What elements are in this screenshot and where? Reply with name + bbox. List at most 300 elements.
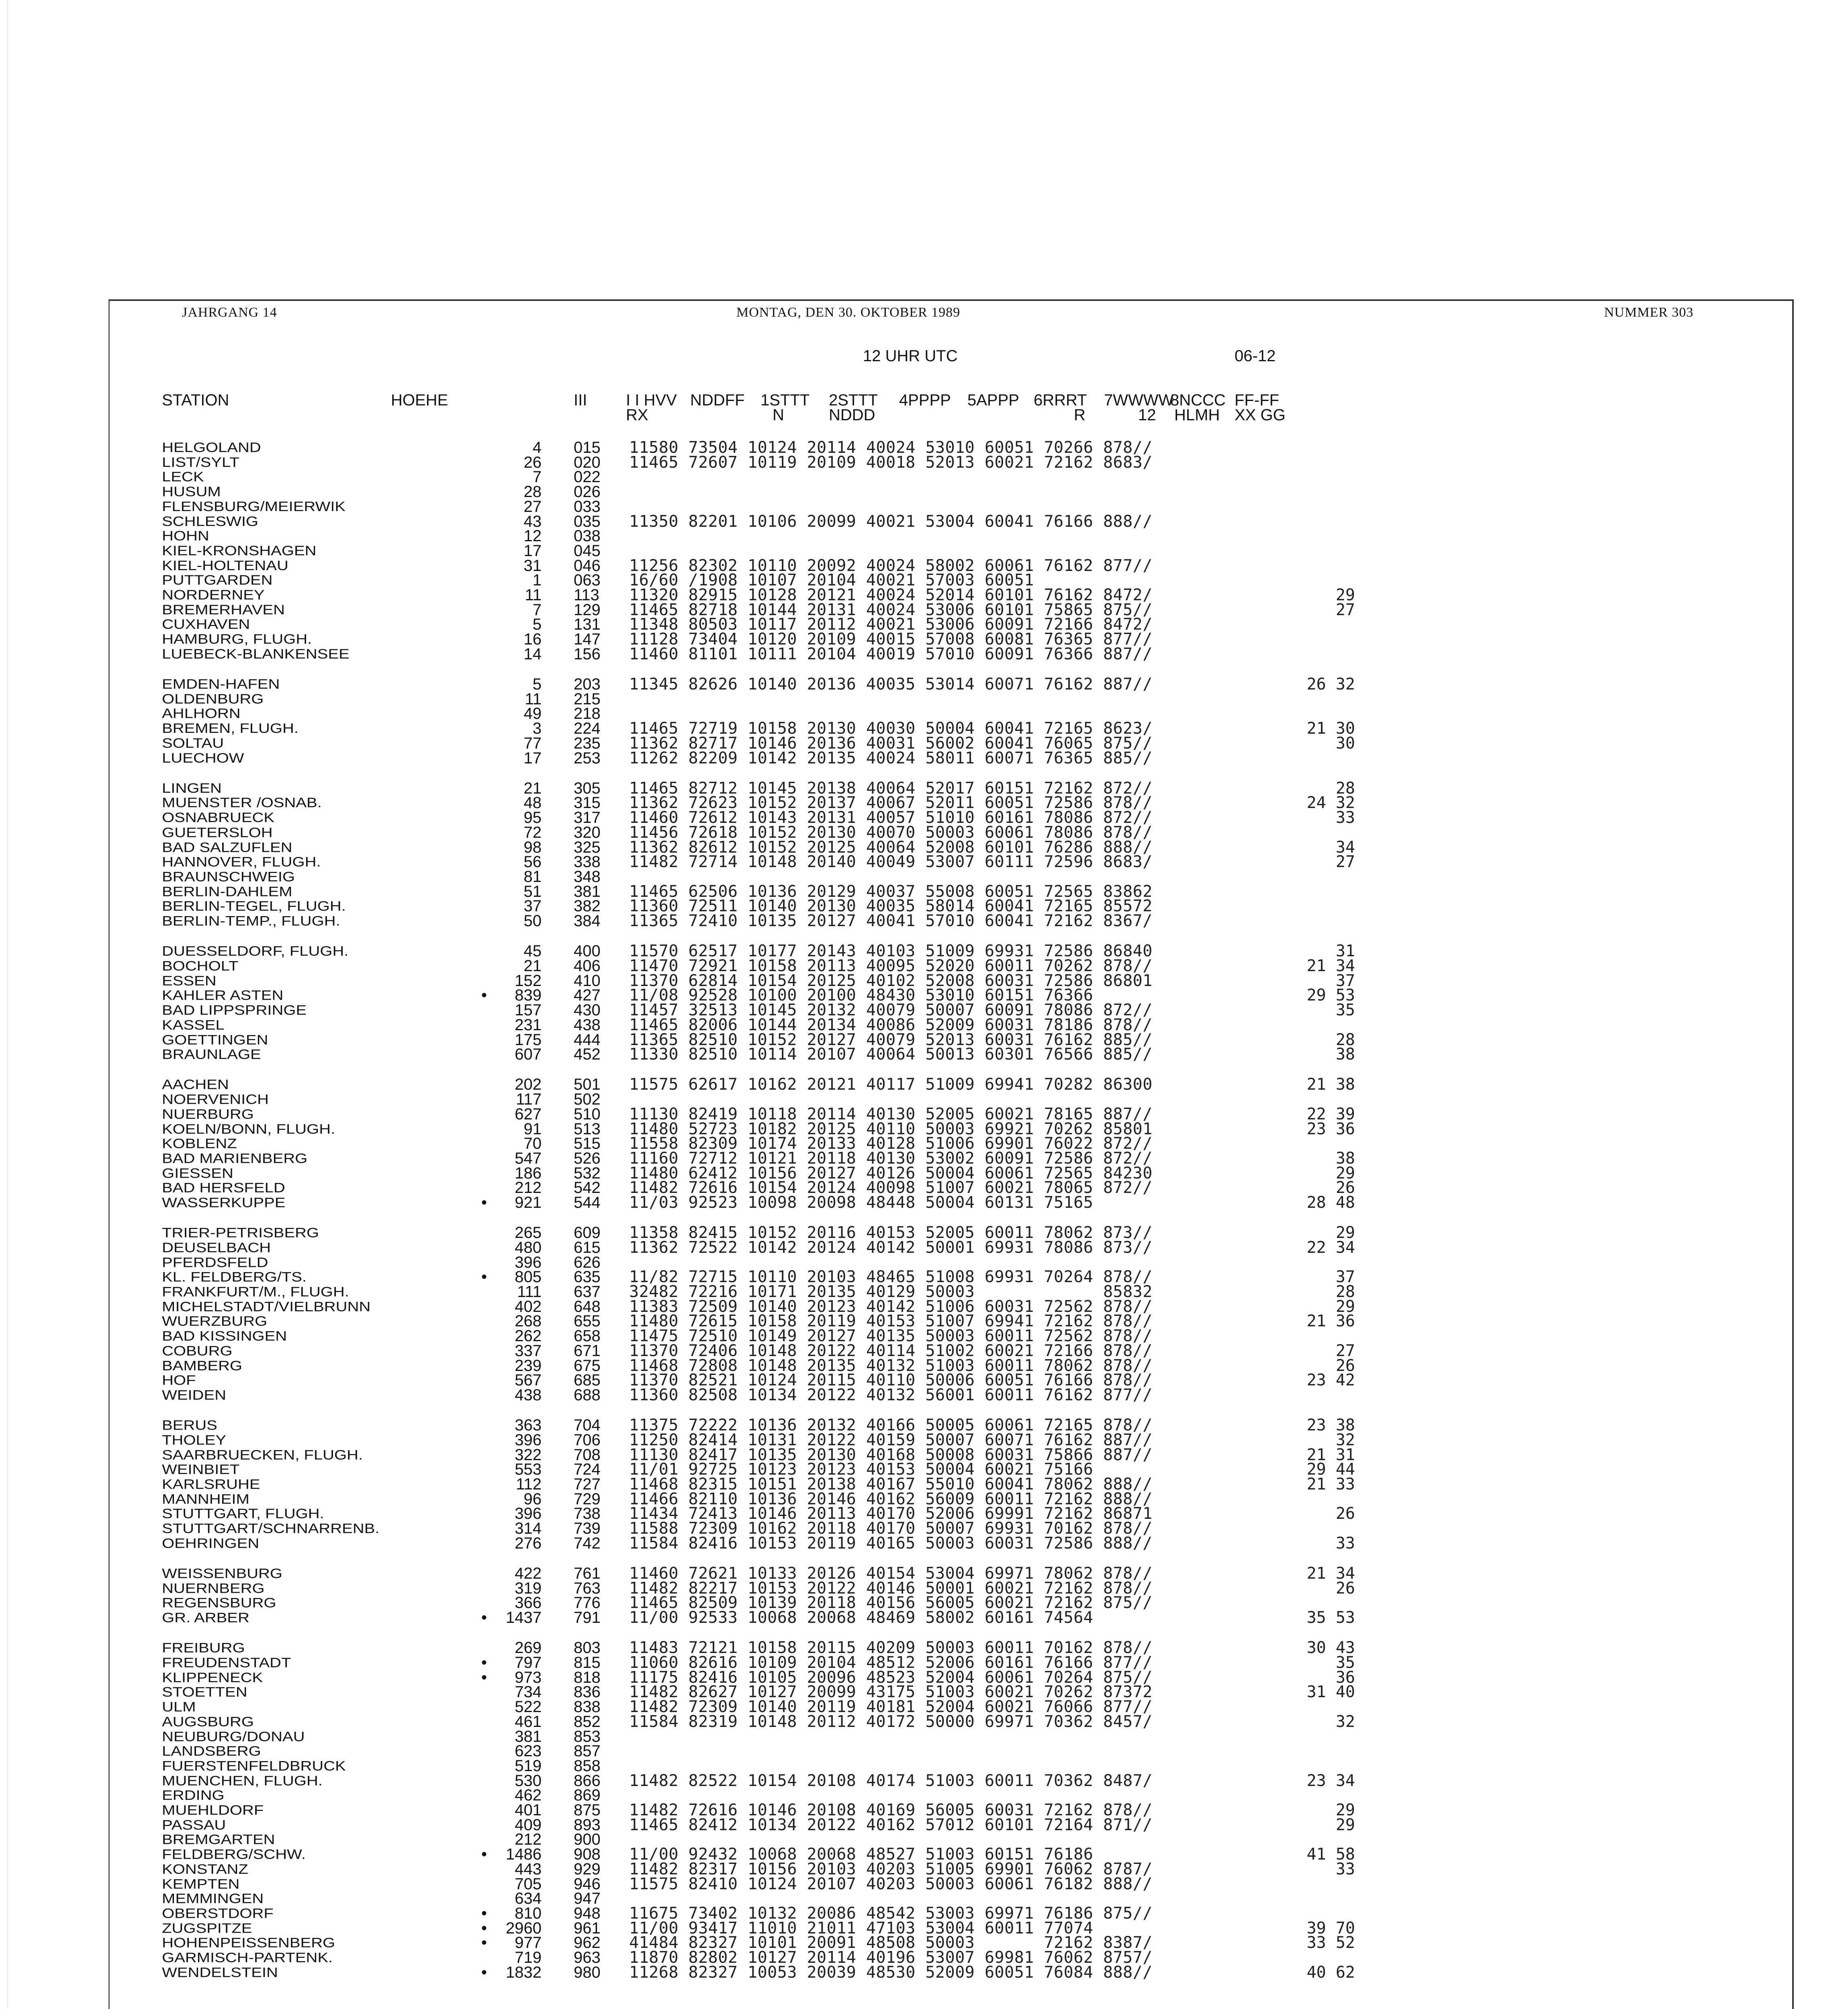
gust-values: 40 62 <box>1306 1963 1355 1982</box>
gust-values: 26 <box>1335 1504 1355 1523</box>
synop-groups: 11468 72808 10148 20135 40132 51003 60011 78062 878// <box>629 1356 1153 1375</box>
station-height: 409 <box>515 1816 542 1834</box>
station-name: BAD HERSFELD <box>162 1180 285 1196</box>
station-index: 727 <box>574 1475 601 1493</box>
synop-groups: 11465 82006 10144 20134 40086 52009 60031 78186 878// <box>629 1015 1153 1034</box>
station-name: BERLIN-DAHLEM <box>162 884 292 899</box>
col-group8-sub: 12 <box>1138 406 1156 424</box>
gust-values: 34 <box>1335 838 1355 857</box>
station-index: 635 <box>574 1268 601 1286</box>
station-index: 685 <box>574 1371 601 1389</box>
station-index: 704 <box>574 1416 601 1434</box>
synop-groups: 11370 82521 10124 20115 40110 50006 60051 76166 878// <box>629 1371 1153 1390</box>
station-index: 410 <box>574 972 601 990</box>
gust-values: 28 48 <box>1306 1193 1355 1212</box>
station-index: 729 <box>574 1490 601 1508</box>
mountain-station-marker: • <box>481 1919 487 1937</box>
synop-groups: 11468 82315 10151 20138 40167 55010 60041 78062 888// <box>629 1475 1153 1493</box>
station-height: 77 <box>523 734 542 752</box>
synop-groups: 11348 80503 10117 20112 40021 53006 60091 72166 8472/ <box>629 615 1153 634</box>
station-height: 607 <box>515 1045 542 1064</box>
station-height: 152 <box>515 972 542 990</box>
station-index: 857 <box>574 1742 601 1760</box>
synop-groups: 11362 82612 10152 20125 40064 52008 60101 76286 888// <box>629 838 1153 857</box>
station-height: 921 <box>515 1194 542 1212</box>
station-name: MEMMINGEN <box>162 1891 264 1907</box>
station-name: ULM <box>162 1699 196 1715</box>
station-name: LINGEN <box>162 780 222 796</box>
station-name: WEIDEN <box>162 1387 226 1403</box>
synop-groups: 11/00 93417 11010 21011 47103 53004 60011 77074 <box>629 1919 1094 1937</box>
station-height: 95 <box>523 809 542 827</box>
station-index: 853 <box>574 1727 601 1745</box>
station-index: 962 <box>574 1934 601 1952</box>
gust-values: 23 38 <box>1306 1416 1355 1435</box>
station-height: 21 <box>523 957 542 975</box>
station-index: 224 <box>574 720 601 738</box>
station-name: BAD MARIENBERG <box>162 1151 308 1166</box>
synop-groups: 11456 72618 10152 20130 40070 50003 60061 78086 878// <box>629 823 1153 842</box>
synop-groups: 11375 72222 10136 20132 40166 50005 60061 72165 878// <box>629 1416 1153 1435</box>
station-height: 401 <box>515 1801 542 1819</box>
col-hoehe: HOEHE <box>391 391 448 409</box>
synop-groups: 11465 62506 10136 20129 40037 55008 60051 72565 83862 <box>629 882 1153 901</box>
station-index: 348 <box>574 867 601 886</box>
station-name: MANNHEIM <box>162 1491 249 1507</box>
station-height: 705 <box>515 1875 542 1893</box>
station-name: HOHENPEISSENBERG <box>162 1935 335 1951</box>
gust-values: 21 30 <box>1306 719 1355 738</box>
station-height: 553 <box>515 1461 542 1479</box>
synop-groups: 11/82 72715 10110 20103 48465 51008 69931 70264 878// <box>629 1268 1153 1287</box>
station-name: OLDENBURG <box>162 691 264 707</box>
station-height: 381 <box>515 1727 542 1745</box>
station-height: 72 <box>523 823 542 841</box>
synop-groups: 11060 82616 10109 20104 48512 52006 60161 76166 877// <box>629 1653 1153 1672</box>
station-name: GUETERSLOH <box>162 825 273 840</box>
station-height: 262 <box>515 1327 542 1345</box>
col-group7: 6RRRT <box>1034 391 1087 409</box>
station-index: 515 <box>574 1135 601 1153</box>
station-height: 5 <box>532 616 542 634</box>
station-index: 382 <box>574 897 601 915</box>
station-height: 977 <box>515 1934 542 1952</box>
station-name: GOETTINGEN <box>162 1032 268 1047</box>
station-index: 305 <box>574 779 601 797</box>
mountain-station-marker: • <box>481 986 487 1004</box>
station-index: 908 <box>574 1845 601 1864</box>
synop-groups: 11480 72615 10158 20119 40153 51007 69941 72162 878// <box>629 1312 1153 1331</box>
synop-groups: 11362 72623 10152 20137 40067 52011 60051 72586 878// <box>629 794 1153 812</box>
station-height: 56 <box>523 853 542 871</box>
col-group9-sub: HLMH <box>1174 406 1220 424</box>
station-name: MUENSTER /OSNAB. <box>162 795 322 811</box>
station-index: 384 <box>574 912 601 930</box>
station-name: SAARBRUECKEN, FLUGH. <box>162 1447 363 1463</box>
synop-groups: 11128 73404 10120 20109 40015 57008 60081 76365 877// <box>629 630 1153 649</box>
mountain-station-marker: • <box>481 1845 487 1864</box>
station-index: 129 <box>574 601 601 619</box>
station-name: ESSEN <box>162 973 217 988</box>
gust-values: 29 <box>1335 586 1355 604</box>
station-height: 2960 <box>506 1919 542 1937</box>
station-name: EMDEN-HAFEN <box>162 677 280 692</box>
synop-groups: 11465 72719 10158 20130 40030 50004 60041 72165 8623/ <box>629 719 1153 738</box>
station-name: LECK <box>162 469 204 485</box>
gust-values: 29 44 <box>1306 1460 1355 1479</box>
synop-groups: 11350 82201 10106 20099 40021 53004 60041 76166 888// <box>629 512 1153 531</box>
station-name: WENDELSTEIN <box>162 1964 278 1980</box>
station-name: AHLHORN <box>162 706 241 722</box>
synop-groups: 11870 82802 10127 20114 40196 53007 69981 76062 8757/ <box>629 1948 1153 1967</box>
gust-values: 41 58 <box>1306 1845 1355 1864</box>
synop-groups: 11345 82626 10140 20136 40035 53014 60071 76162 887// <box>629 675 1153 694</box>
station-height: 7 <box>532 601 542 619</box>
synop-groups: 11360 82508 10134 20122 40132 56001 60011 76162 877// <box>629 1385 1153 1404</box>
station-index: 038 <box>574 527 601 545</box>
gust-values: 21 33 <box>1306 1475 1355 1493</box>
mountain-station-marker: • <box>481 1934 487 1952</box>
station-name: THOLEY <box>162 1432 227 1448</box>
station-index: 218 <box>574 705 601 723</box>
station-name: HANNOVER, FLUGH. <box>162 854 321 870</box>
station-height: 973 <box>515 1668 542 1686</box>
col-iii: III <box>574 391 587 409</box>
station-name: BOCHOLT <box>162 958 239 974</box>
station-name: COBURG <box>162 1343 233 1358</box>
station-name: CUXHAVEN <box>162 617 250 632</box>
station-index: 438 <box>574 1016 601 1034</box>
gust-values: 30 43 <box>1306 1639 1355 1657</box>
station-index: 763 <box>574 1579 601 1597</box>
station-height: 81 <box>523 867 542 886</box>
gust-values: 35 <box>1335 1001 1355 1020</box>
station-name: STOETTEN <box>162 1684 247 1700</box>
synop-groups: 11320 82915 10128 20121 40024 52014 60101 76162 8472/ <box>629 586 1153 604</box>
station-name: BERLIN-TEGEL, FLUGH. <box>162 898 346 914</box>
station-index: 131 <box>574 616 601 634</box>
station-height: 5 <box>532 675 542 694</box>
col-group3: 1STTT <box>760 391 810 409</box>
station-name: BERUS <box>162 1418 217 1433</box>
station-index: 156 <box>574 645 601 663</box>
mountain-station-marker: • <box>481 1904 487 1922</box>
synop-groups: 11457 32513 10145 20132 40079 50007 60091 78086 872// <box>629 1001 1153 1020</box>
station-name: DEUSELBACH <box>162 1240 271 1255</box>
gust-values: 39 70 <box>1306 1919 1355 1937</box>
station-height: 1486 <box>506 1845 542 1864</box>
station-name: WASSERKUPPE <box>162 1195 286 1211</box>
station-index: 946 <box>574 1875 601 1893</box>
mountain-station-marker: • <box>481 1268 487 1286</box>
synop-groups: 11175 82416 10105 20096 48523 52004 60061 70264 875// <box>629 1668 1153 1687</box>
station-name: ERDING <box>162 1788 225 1803</box>
synop-groups: 11482 72616 10146 20108 40169 56005 60031 72162 878// <box>629 1801 1153 1820</box>
station-name: KL. FELDBERG/TS. <box>162 1269 307 1285</box>
station-index: 430 <box>574 1001 601 1019</box>
synop-groups: 11434 72413 10146 20113 40170 52006 69991 72162 86871 <box>629 1504 1153 1523</box>
station-height: 12 <box>523 527 542 545</box>
gust-values: 22 34 <box>1306 1238 1355 1257</box>
station-index: 452 <box>574 1045 601 1064</box>
station-index: 513 <box>574 1120 601 1138</box>
station-index: 671 <box>574 1342 601 1360</box>
station-name: PFERDSFELD <box>162 1254 268 1270</box>
station-name: LIST/SYLT <box>162 454 239 470</box>
synop-groups: 11580 73504 10124 20114 40024 53010 60051 70266 878// <box>629 438 1153 457</box>
station-height: 112 <box>516 1475 542 1493</box>
station-name: LUEBECK-BLANKENSEE <box>162 646 350 662</box>
station-name: KIEL-HOLTENAU <box>162 558 288 573</box>
station-name: LANDSBERG <box>162 1743 261 1759</box>
station-index: 815 <box>574 1654 601 1672</box>
station-index: 948 <box>574 1904 601 1922</box>
synop-groups: 11482 82317 10156 20103 40203 51005 69901 76062 8787/ <box>629 1860 1153 1878</box>
station-name: STUTTGART, FLUGH. <box>162 1506 324 1522</box>
station-height: 11 <box>525 586 542 604</box>
synop-groups: 11268 82327 10053 20039 48530 52009 60051 76084 888// <box>629 1963 1153 1982</box>
synop-groups: 11480 62412 10156 20127 40126 50004 60061 72565 84230 <box>629 1164 1153 1182</box>
station-height: 547 <box>515 1149 542 1167</box>
station-height: 319 <box>515 1579 542 1597</box>
synop-groups: 11483 72121 10158 20115 40209 50003 60011 70162 878// <box>629 1639 1153 1657</box>
station-height: 202 <box>515 1076 542 1094</box>
station-index: 963 <box>574 1949 601 1967</box>
gust-values: 36 <box>1335 1668 1355 1687</box>
station-name: WEINBIET <box>162 1462 240 1477</box>
station-name: BAD KISSINGEN <box>162 1328 287 1344</box>
synop-groups: 11/00 92533 10068 20068 48469 58002 60161 74564 <box>629 1608 1094 1627</box>
station-index: 015 <box>574 439 601 456</box>
station-height: 31 <box>523 556 542 575</box>
station-index: 020 <box>574 453 601 471</box>
gust-values: 35 <box>1335 1653 1355 1672</box>
station-index: 317 <box>574 809 601 827</box>
station-index: 502 <box>574 1090 601 1109</box>
station-height: 443 <box>515 1860 542 1878</box>
col-gg: XX GG <box>1235 406 1286 424</box>
station-name: BREMERHAVEN <box>162 602 285 618</box>
station-height: 805 <box>515 1268 542 1286</box>
station-height: 530 <box>515 1772 542 1790</box>
station-name: KIEL-KRONSHAGEN <box>162 543 317 559</box>
station-index: 510 <box>574 1105 601 1123</box>
synop-groups: 11482 82217 10153 20122 40146 50001 60021 72162 878// <box>629 1579 1153 1598</box>
station-height: 269 <box>515 1639 542 1657</box>
station-index: 869 <box>574 1786 601 1804</box>
station-index: 852 <box>574 1712 601 1731</box>
station-height: 276 <box>515 1534 542 1552</box>
station-height: 402 <box>515 1297 542 1315</box>
station-height: 11 <box>525 690 542 708</box>
station-height: 4 <box>532 439 542 456</box>
issue-number: NUMMER 303 <box>1604 305 1694 320</box>
station-name: BREMGARTEN <box>162 1832 275 1847</box>
station-name: KARLSRUHE <box>162 1477 260 1492</box>
station-index: 893 <box>574 1816 601 1834</box>
station-index: 147 <box>574 630 601 649</box>
station-height: 366 <box>515 1594 542 1612</box>
synop-groups: 11/08 92528 10100 20100 48430 53010 60151 76366 <box>629 986 1094 1005</box>
station-height: 16 <box>523 630 542 649</box>
mountain-station-marker: • <box>481 1654 487 1672</box>
station-name: HAMBURG, FLUGH. <box>162 632 312 647</box>
col-group9: 8NCCC <box>1170 391 1226 409</box>
station-name: FREUDENSTADT <box>162 1655 291 1671</box>
gust-values: 30 <box>1335 734 1355 753</box>
station-name: MUENCHEN, FLUGH. <box>162 1773 323 1788</box>
synop-groups: 11558 82309 10174 20133 40128 51006 69901 76022 872// <box>629 1134 1153 1153</box>
col-ff: FF-FF <box>1235 391 1280 409</box>
col-group8: 7WWWW <box>1104 391 1174 409</box>
synop-groups: 11358 82415 10152 20116 40153 52005 60011 78062 873// <box>629 1223 1153 1242</box>
station-height: 98 <box>523 838 542 856</box>
station-index: 761 <box>574 1565 601 1583</box>
station-height: 14 <box>523 645 542 663</box>
col-group6: 5APPP <box>967 391 1019 409</box>
gust-values: 29 <box>1335 1801 1355 1820</box>
station-index: 045 <box>574 542 601 560</box>
synop-groups: 11362 82717 10146 20136 40031 56002 60041 76065 875// <box>629 734 1153 753</box>
synop-groups: 16/60 /1908 10107 20104 40021 57003 60051 <box>629 571 1034 590</box>
station-index: 113 <box>574 586 599 604</box>
station-index: 022 <box>574 468 601 486</box>
gust-values: 38 <box>1335 1045 1355 1064</box>
synop-groups: 11370 62814 10154 20125 40102 52008 60031 72586 86801 <box>629 971 1153 990</box>
station-height: 480 <box>515 1238 542 1256</box>
station-height: 26 <box>523 453 542 471</box>
station-name: NOERVENICH <box>162 1092 269 1107</box>
gust-values: 27 <box>1335 600 1355 619</box>
synop-groups: 11130 82417 10135 20130 40168 50008 60031 75866 887// <box>629 1445 1153 1464</box>
station-index: 675 <box>574 1356 601 1375</box>
station-index: 046 <box>574 556 601 575</box>
gust-values: 32 <box>1335 1712 1355 1731</box>
station-name: GR. ARBER <box>162 1610 249 1626</box>
station-index: 253 <box>574 749 601 767</box>
station-index: 203 <box>574 675 601 694</box>
station-index: 637 <box>574 1283 601 1301</box>
gust-values: 35 53 <box>1306 1608 1355 1627</box>
synop-groups: 11482 72309 10140 20119 40181 52004 60021 76066 877// <box>629 1698 1153 1716</box>
station-name: OBERSTDORF <box>162 1906 274 1921</box>
station-name: FELDBERG/SCHW. <box>162 1847 306 1862</box>
station-name: BERLIN-TEMP., FLUGH. <box>162 913 340 929</box>
station-name: HOF <box>162 1373 196 1388</box>
station-index: 836 <box>574 1683 601 1701</box>
station-index: 544 <box>574 1194 601 1212</box>
station-index: 980 <box>574 1963 601 1981</box>
synop-groups: 11330 82510 10114 20107 40064 50013 60301 76566 885// <box>629 1045 1153 1064</box>
station-index: 406 <box>574 957 601 975</box>
station-name: WEISSENBURG <box>162 1566 283 1581</box>
gust-values: 21 34 <box>1306 1564 1355 1583</box>
station-name: FREIBURG <box>162 1640 245 1656</box>
synop-groups: 11383 72509 10140 20123 40142 51006 60031 72562 878// <box>629 1297 1153 1316</box>
mountain-station-marker: • <box>481 1668 487 1686</box>
station-height: 322 <box>515 1446 542 1464</box>
gust-values: 28 <box>1335 1283 1355 1301</box>
synop-groups: 11362 72522 10142 20124 40142 50001 69931 78086 873// <box>629 1238 1153 1257</box>
station-name: KONSTANZ <box>162 1862 248 1877</box>
station-height: 1 <box>532 571 542 589</box>
station-height: 49 <box>523 705 542 723</box>
station-index: 803 <box>574 1639 601 1657</box>
station-height: 157 <box>515 1001 542 1019</box>
station-height: 522 <box>515 1698 542 1716</box>
station-height: 48 <box>523 794 542 812</box>
synop-groups: 11570 62517 10177 20143 40103 51009 69931 72586 86840 <box>629 942 1153 961</box>
station-height: 422 <box>515 1565 542 1583</box>
col-station: STATION <box>162 391 229 409</box>
station-index: 609 <box>574 1224 601 1242</box>
gust-values: 23 36 <box>1306 1119 1355 1138</box>
col-group1-sub: RX <box>626 406 648 424</box>
station-name: PASSAU <box>162 1817 226 1833</box>
station-height: 810 <box>515 1904 542 1922</box>
station-index: 542 <box>574 1179 601 1197</box>
station-index: 444 <box>574 1031 601 1049</box>
station-name: PUTTGARDEN <box>162 573 273 588</box>
station-height: 111 <box>517 1283 542 1301</box>
gust-values: 21 38 <box>1306 1075 1355 1094</box>
col-group4: 2STTT <box>829 391 878 409</box>
gust-values: 26 <box>1335 1356 1355 1375</box>
station-height: 797 <box>515 1654 542 1672</box>
station-index: 724 <box>574 1461 601 1479</box>
station-height: 1832 <box>506 1963 542 1981</box>
synop-groups: 11370 72406 10148 20122 40114 51002 60021 72166 878// <box>629 1341 1153 1360</box>
station-name: FUERSTENFELDBRUCK <box>162 1758 346 1774</box>
col-group2: NDDFF <box>690 391 745 409</box>
station-name: KOELN/BONN, FLUGH. <box>162 1121 335 1137</box>
time-label-right: 06-12 <box>1235 347 1276 365</box>
station-height: 839 <box>515 986 542 1004</box>
station-index: 381 <box>574 882 601 900</box>
station-height: 719 <box>515 1949 542 1967</box>
col-group7-sub: R <box>1074 406 1085 424</box>
station-index: 033 <box>574 497 601 516</box>
station-name: KLIPPENECK <box>162 1669 263 1685</box>
station-name: OSNABRUECK <box>162 810 275 826</box>
station-name: KAHLER ASTEN <box>162 988 284 1003</box>
station-height: 186 <box>515 1164 542 1182</box>
gust-values: 33 <box>1335 808 1355 827</box>
station-index: 400 <box>574 942 601 960</box>
synop-groups: 11460 72612 10143 20131 40057 51010 60161 78086 872// <box>629 808 1153 827</box>
mountain-station-marker: • <box>481 1609 487 1627</box>
station-height: 37 <box>523 897 542 915</box>
station-index: 626 <box>574 1253 601 1271</box>
gust-values: 24 32 <box>1306 794 1355 812</box>
station-index: 063 <box>574 571 601 589</box>
station-index: 739 <box>574 1520 601 1538</box>
station-index: 315 <box>574 794 601 812</box>
station-height: 396 <box>515 1431 542 1449</box>
synop-groups: 11584 82319 10148 20112 40172 50000 69971 70362 8457/ <box>629 1712 1153 1731</box>
station-name: HOHN <box>162 528 209 544</box>
station-height: 43 <box>523 512 542 530</box>
gust-values: 21 36 <box>1306 1312 1355 1331</box>
synop-groups: 11130 82419 10118 20114 40130 52005 60021 78165 887// <box>629 1105 1153 1123</box>
station-name: GIESSEN <box>162 1165 233 1181</box>
station-index: 706 <box>574 1431 601 1449</box>
synop-groups: 11575 62617 10162 20121 40117 51009 69941 70282 86300 <box>629 1075 1153 1094</box>
station-name: BRAUNLAGE <box>162 1047 261 1062</box>
station-name: HELGOLAND <box>162 440 261 455</box>
station-height: 461 <box>515 1712 542 1731</box>
station-index: 320 <box>574 823 601 841</box>
